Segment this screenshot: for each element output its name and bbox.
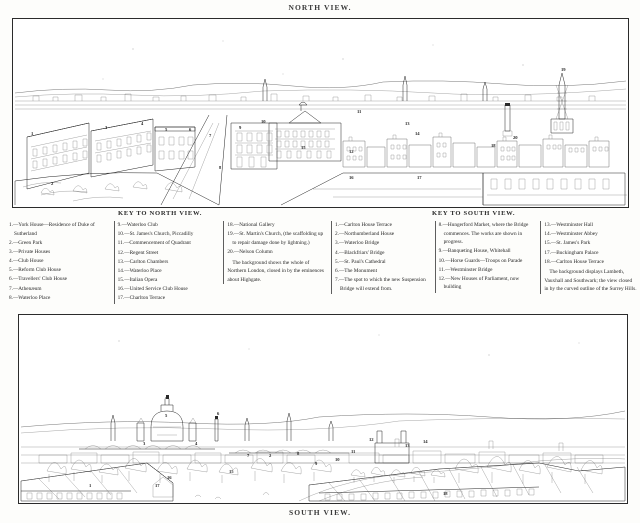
north-view-illustration: [13, 19, 628, 207]
svg-text:1: 1: [31, 131, 34, 136]
key-item: 3.—Private Houses: [9, 248, 51, 255]
svg-text:16: 16: [167, 475, 172, 480]
svg-text:5: 5: [165, 127, 168, 132]
svg-text:6: 6: [189, 127, 192, 132]
svg-text:15: 15: [229, 469, 234, 474]
svg-text:4: 4: [195, 441, 198, 446]
green-park-lawn: [15, 173, 219, 205]
svg-text:5: 5: [165, 413, 168, 418]
svg-text:7: 7: [247, 453, 250, 458]
svg-text:20: 20: [513, 135, 518, 140]
st-james-park-trees: [47, 456, 602, 484]
key-item: 10.—Horse Guards—Troops on Parade: [438, 257, 523, 264]
key-item: 8.—Hungerford Market, where the Bridge commences. The works are shown in progress.: [438, 222, 529, 246]
st-martins-church-steeple: [551, 73, 573, 133]
key-item: 20.—Nelson Column: [227, 248, 273, 255]
key-item: 19.—St. Martin's Church, (the scaffolding up to repair damage done by lightning.): [227, 231, 324, 246]
key-item: 4.—Blackfriars' Bridge: [334, 249, 385, 256]
svg-text:14: 14: [415, 131, 420, 136]
svg-text:9: 9: [315, 461, 318, 466]
key-item: 1.—Carlton House Terrace: [334, 222, 393, 228]
key-item: 15.—St. James's Park: [544, 240, 591, 247]
midground-housing-right: [343, 133, 609, 167]
key-item: 14.—Westminster Abbey: [544, 231, 598, 238]
city-spires: [111, 413, 333, 441]
st-pauls-cathedral: [137, 395, 196, 441]
key-north-column-2: [114, 221, 224, 304]
key-item: 15.—Italian Opera: [117, 277, 158, 284]
svg-text:4: 4: [141, 121, 144, 126]
key-item: 12.—New Houses of Parliament, now building: [438, 275, 520, 291]
plate-number-markers: [89, 411, 448, 496]
key-item: 7.—The spot to which the new Suspension Bridge will extend from.: [334, 277, 426, 292]
carlton-chambers-terrace: [231, 123, 277, 169]
key-item: 11.—Westminster Bridge: [438, 266, 493, 273]
surrey-hills-horizon: [21, 411, 625, 433]
key-item: 10.—St. James's Church, Piccadilly: [117, 231, 194, 238]
svg-text:7: 7: [209, 133, 212, 138]
key-south-column-3: [540, 221, 640, 294]
key-north-column-1: [6, 221, 114, 303]
distant-city-band: [15, 76, 626, 109]
key-north-column-3: [223, 221, 331, 284]
svg-text:12: 12: [349, 149, 354, 154]
regent-street-avenue: [161, 115, 227, 205]
key-background-note: The background displays Lambeth, Vauxhall and Southwark; the view closed in by the curved outline of the Surrey Hills.: [544, 269, 637, 293]
key-south-column-1: [331, 221, 435, 294]
svg-text:17: 17: [155, 483, 160, 488]
club-houses-left: [27, 123, 89, 189]
key-item: 3.—Waterloo Bridge: [334, 240, 380, 247]
svg-text:10: 10: [261, 119, 266, 124]
key-item: 17.—Buckingham Palace: [544, 249, 599, 256]
paper-specks: [103, 41, 524, 80]
south-view-caption: SOUTH VIEW.: [288, 508, 352, 517]
key-item: 13.—Carlton Chambers: [117, 258, 169, 265]
key-item: 11.—Commencement of Quadrant: [117, 240, 191, 247]
key-south-column-2: [435, 221, 541, 293]
svg-text:13: 13: [405, 121, 410, 126]
key-item: 4.—Club House: [9, 258, 44, 265]
svg-text:16: 16: [349, 175, 354, 180]
river-thames-and-bridges: [21, 446, 625, 456]
svg-text:3: 3: [105, 125, 108, 130]
svg-text:6: 6: [217, 411, 220, 416]
key-item: 9.—Banqueting House, Whitehall: [438, 248, 511, 255]
foreground-figures: [195, 493, 269, 500]
reform-club-house: [91, 119, 153, 177]
key-item: 14.—Waterloo Place: [117, 267, 162, 274]
key-item: 18.—National Gallery: [227, 222, 275, 228]
north-view-caption: NORTH VIEW.: [288, 3, 352, 12]
national-gallery-block: [269, 102, 341, 161]
key-south-heading: KEY TO SOUTH VIEW.: [432, 210, 516, 217]
svg-text:17: 17: [417, 175, 422, 180]
svg-text:14: 14: [423, 439, 428, 444]
svg-text:1: 1: [89, 483, 92, 488]
carlton-house-terrace-left: [21, 463, 173, 501]
paper-specks: [118, 335, 579, 356]
key-item: 5.—Reform Club House: [9, 267, 61, 274]
svg-text:3: 3: [143, 441, 146, 446]
lambeth-southwark-roofs: [21, 439, 625, 463]
svg-text:15: 15: [301, 145, 306, 150]
key-item: 6.—Travellers' Club House: [9, 276, 67, 283]
key-item: 8.—Waterloo Place: [9, 294, 51, 301]
key-item: 6.—The Monument: [334, 267, 378, 274]
key-item: 17.—Charlton Terrace: [117, 295, 166, 302]
carlton-house-terrace-right: [309, 463, 625, 501]
athenaeum-building: [155, 127, 195, 171]
key-item: 12.—Regent Street: [117, 249, 159, 256]
svg-text:8: 8: [297, 451, 300, 456]
svg-text:18: 18: [443, 491, 448, 496]
nelson-column: [503, 103, 512, 136]
key-item: 5.—St. Paul's Cathedral: [334, 258, 386, 265]
key-item: 1.—York House—Residence of Duke of Sutherland: [9, 222, 95, 237]
key-item: 2.—Green Park: [9, 239, 43, 246]
key-item: 2.—Northumberland House: [334, 231, 395, 238]
key-north-heading: KEY TO NORTH VIEW.: [118, 210, 203, 217]
svg-text:11: 11: [357, 109, 362, 114]
key-item: 13.—Westminster Hall: [544, 222, 594, 228]
key-section: [0, 208, 640, 308]
south-view-illustration: [19, 315, 627, 503]
key-background-note: The background shows the whole of Northern London, closed in by the eminences about Highgate.: [227, 259, 324, 283]
svg-text:9: 9: [239, 125, 242, 130]
svg-text:2: 2: [269, 453, 272, 458]
horizon-hills: [15, 81, 626, 97]
key-item: 7.—Athenæum: [9, 285, 42, 292]
south-view-engraving: [18, 314, 628, 504]
key-item: 9.—Waterloo Club: [117, 222, 158, 228]
svg-text:8: 8: [219, 165, 222, 170]
svg-text:19: 19: [561, 67, 566, 72]
svg-text:11: 11: [351, 449, 356, 454]
svg-text:2: 2: [51, 181, 54, 186]
key-columns: [0, 221, 640, 304]
foreground-terrace-right: [281, 173, 627, 205]
svg-text:13: 13: [405, 443, 410, 448]
svg-text:10: 10: [335, 457, 340, 462]
svg-text:12: 12: [369, 437, 374, 442]
north-view-engraving: [12, 18, 629, 208]
svg-text:18: 18: [491, 143, 496, 148]
key-item: 18.—Carlton House Terrace: [544, 258, 605, 265]
key-item: 16.—United Service Club House: [117, 286, 188, 293]
